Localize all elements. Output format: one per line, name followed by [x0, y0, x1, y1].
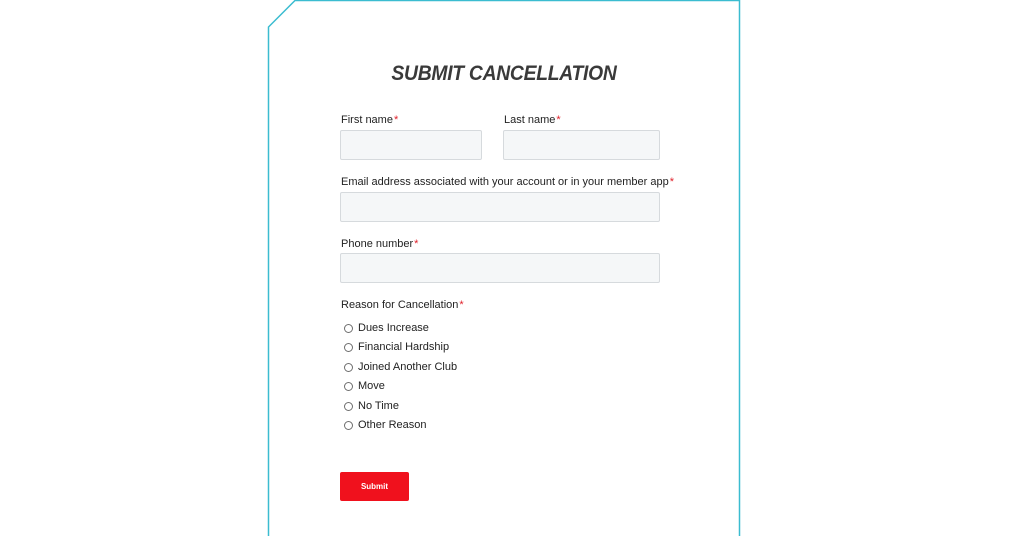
phone-label-text: Phone number [341, 238, 414, 250]
reason-option-joined-another-club[interactable] [344, 360, 457, 374]
phone-input[interactable] [340, 253, 660, 283]
reason-option-label: Move [358, 380, 385, 392]
required-marker: * [459, 299, 464, 311]
phone-label [341, 238, 418, 250]
radio-button[interactable] [344, 324, 353, 333]
first-name-input[interactable] [340, 130, 482, 160]
required-marker: * [393, 114, 399, 126]
last-name-label [504, 114, 561, 126]
reason-label-text: Reason for Cancellation [341, 299, 459, 311]
reason-option-financial-hardship[interactable] [344, 340, 449, 354]
reason-option-other-reason[interactable] [344, 418, 426, 432]
reason-option-label: Dues Increase [358, 322, 429, 334]
page-title: SUBMIT CANCELLATION [391, 62, 617, 85]
last-name-label-text: Last name [504, 114, 556, 126]
radio-button[interactable] [344, 343, 353, 352]
reason-option-label: Other Reason [358, 419, 427, 431]
reason-option-label: Financial Hardship [358, 341, 450, 353]
email-label [341, 176, 674, 188]
last-name-input[interactable] [503, 130, 660, 160]
reason-label [341, 299, 464, 311]
radio-button[interactable] [344, 402, 353, 411]
required-marker: * [669, 176, 674, 188]
first-name-label [341, 114, 398, 126]
radio-button[interactable] [344, 421, 353, 430]
radio-button[interactable] [344, 382, 353, 391]
reason-option-label: Joined Another Club [358, 361, 458, 373]
required-marker: * [414, 238, 419, 250]
email-input[interactable] [340, 192, 660, 222]
reason-option-move[interactable] [344, 379, 385, 393]
email-label-text: Email address associated with your account or in your member app [341, 176, 669, 188]
reason-option-label: No Time [358, 400, 399, 412]
radio-button[interactable] [344, 363, 353, 372]
first-name-label-text: First name [341, 114, 393, 126]
required-marker: * [556, 114, 561, 126]
reason-option-no-time[interactable] [344, 399, 399, 413]
submit-button[interactable]: Submit [340, 472, 409, 501]
reason-option-dues-increase[interactable] [344, 321, 429, 335]
